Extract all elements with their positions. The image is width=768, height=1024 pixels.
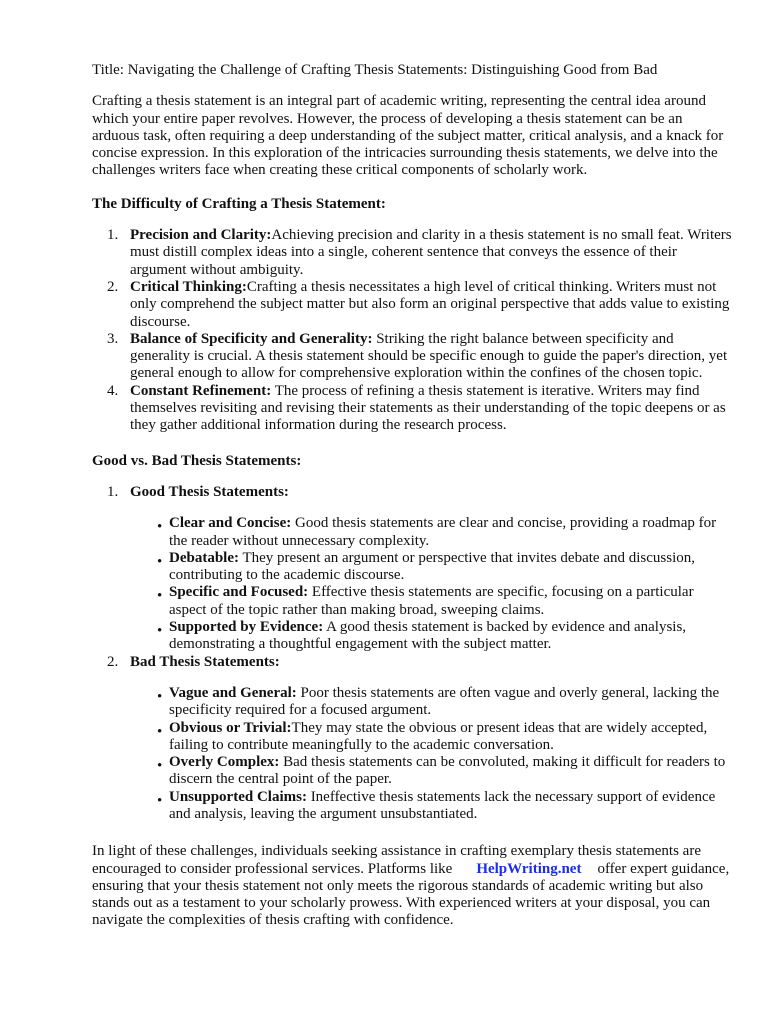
list-term: Balance of Specificity and Generality: [130, 330, 373, 347]
bullet-item [130, 619, 732, 654]
bullet-icon: • [157, 792, 163, 809]
list-text: Achieving precision and clarity in a thesis statement is no small feat. Writers must distill complex ideas into a single, coherent sentence that conveys the essence of their argument without ambiguity. [130, 227, 732, 278]
bullet-text: A good thesis statement is backed by evidence and analysis, demonstrating a thoughtful engagement with the subject matter. [169, 619, 687, 653]
good-bad-list [92, 484, 732, 823]
list-number: 4. [107, 382, 119, 399]
closing-text-before: In light of these challenges, individuals seeking assistance in crafting exemplary thesis statements are encouraged to consider professional services. Platforms like [92, 843, 701, 877]
bullet-item [130, 789, 732, 824]
bullet-text: They may state the obvious or present ideas that are widely accepted, failing to contribute meaningfully to the academic conversation. [169, 719, 708, 753]
bullet-icon: • [157, 758, 163, 775]
bullet-icon: • [157, 723, 163, 740]
bullet-icon: • [157, 688, 163, 705]
bullet-item [130, 720, 732, 755]
list-item [92, 383, 732, 435]
list-item [92, 227, 732, 279]
bad-statements-item [92, 654, 732, 824]
document-page [92, 62, 732, 944]
bullet-item [130, 685, 732, 720]
list-text: The process of refining a thesis statement is iterative. Writers may find themselves revisiting and revising their statements as their understanding of the topic deepens or as they gather additional information during the research process. [130, 382, 726, 434]
list-number: 1. [107, 227, 119, 244]
difficulty-heading: The Difficulty of Crafting a Thesis Statement: [92, 195, 386, 212]
list-number: 2. [107, 653, 119, 670]
list-number: 1. [107, 483, 119, 500]
list-term: Constant Refinement: [130, 382, 272, 399]
closing-paragraph [92, 843, 732, 929]
bullet-text: Effective thesis statements are specific, focusing on a particular aspect of the topic rather than making broad, sweeping claims. [169, 584, 694, 618]
bullet-term: Debatable: [169, 549, 239, 566]
bullet-text: Bad thesis statements can be convoluted, making it difficult for readers to discern the central point of the paper. [169, 754, 726, 788]
bullet-text: Ineffective thesis statements lack the necessary support of evidence and analysis, leaving the argument unsubstantiated. [169, 788, 716, 822]
bullet-term: Specific and Focused: [169, 584, 309, 601]
bullet-term: Obvious or Trivial: [169, 719, 292, 736]
bullet-item [130, 584, 732, 619]
bullet-text: Good thesis statements are clear and concise, providing a roadmap for the reader without unnecessary complexity. [169, 515, 717, 549]
list-item [92, 279, 732, 331]
closing-text-after: offer expert guidance, ensuring that your thesis statement not only meets the rigorous standards of academic writing but also stands out as a testament to your scholarly prowess. With experienced writers at your disposal, you can navigate the complexities of thesis crafting with confidence. [92, 860, 730, 929]
bullet-term: Supported by Evidence: [169, 619, 324, 636]
good-statements-heading: Good Thesis Statements: [130, 483, 289, 500]
bullet-text: Poor thesis statements are often vague and overly general, lacking the specificity required for a focused argument. [169, 684, 720, 719]
bullet-item [130, 550, 732, 585]
good-bullets [92, 515, 732, 653]
difficulty-list [92, 227, 732, 435]
bullet-item [130, 515, 732, 550]
good-vs-bad-heading: Good vs. Bad Thesis Statements: [92, 452, 302, 469]
bullet-icon: • [157, 519, 163, 536]
bullet-term: Unsupported Claims: [169, 788, 307, 805]
bad-bullets [92, 685, 732, 823]
list-term: Critical Thinking: [130, 278, 247, 295]
bullet-term: Vague and General: [169, 684, 297, 701]
document-title: Title: Navigating the Challenge of Crafting Thesis Statements: Distinguishing Good from Bad [92, 62, 658, 78]
bullet-term: Overly Complex: [169, 754, 280, 771]
list-number: 3. [107, 330, 119, 347]
list-term: Precision and Clarity: [130, 227, 272, 244]
bullet-icon: • [157, 623, 163, 640]
bullet-icon: • [157, 553, 163, 570]
helpwriting-link[interactable]: HelpWriting.net [476, 860, 582, 877]
bullet-icon: • [157, 588, 163, 605]
intro-paragraph: Crafting a thesis statement is an integral part of academic writing, representing the central idea around which your entire paper revolves. However, the process of developing a thesis statement can be an arduous task, often requiring a deep understanding of the subject matter, critical analysis, and a knack for concise expression. In this exploration of the intricacies surrounding thesis statements, we delve into the challenges writers face when creating these critical components of scholarly work. [92, 93, 724, 179]
bullet-term: Clear and Concise: [169, 515, 292, 532]
list-text: Crafting a thesis necessitates a high level of critical thinking. Writers must not only comprehend the subject matter but also form an original perspective that adds value to existing discourse. [130, 278, 730, 330]
list-item [92, 331, 732, 383]
bullet-text: They present an argument or perspective that invites debate and discussion, contributing to the academic discourse. [169, 549, 695, 584]
list-number: 2. [107, 278, 119, 295]
bad-statements-heading: Bad Thesis Statements: [130, 653, 280, 670]
bullet-item [130, 754, 732, 789]
list-text: Striking the right balance between specificity and generality is crucial. A thesis statement should be specific enough to guide the paper's direction, yet general enough to allow for comprehensive exploration within the confines of the chosen topic. [130, 330, 728, 382]
good-statements-item [92, 484, 732, 654]
